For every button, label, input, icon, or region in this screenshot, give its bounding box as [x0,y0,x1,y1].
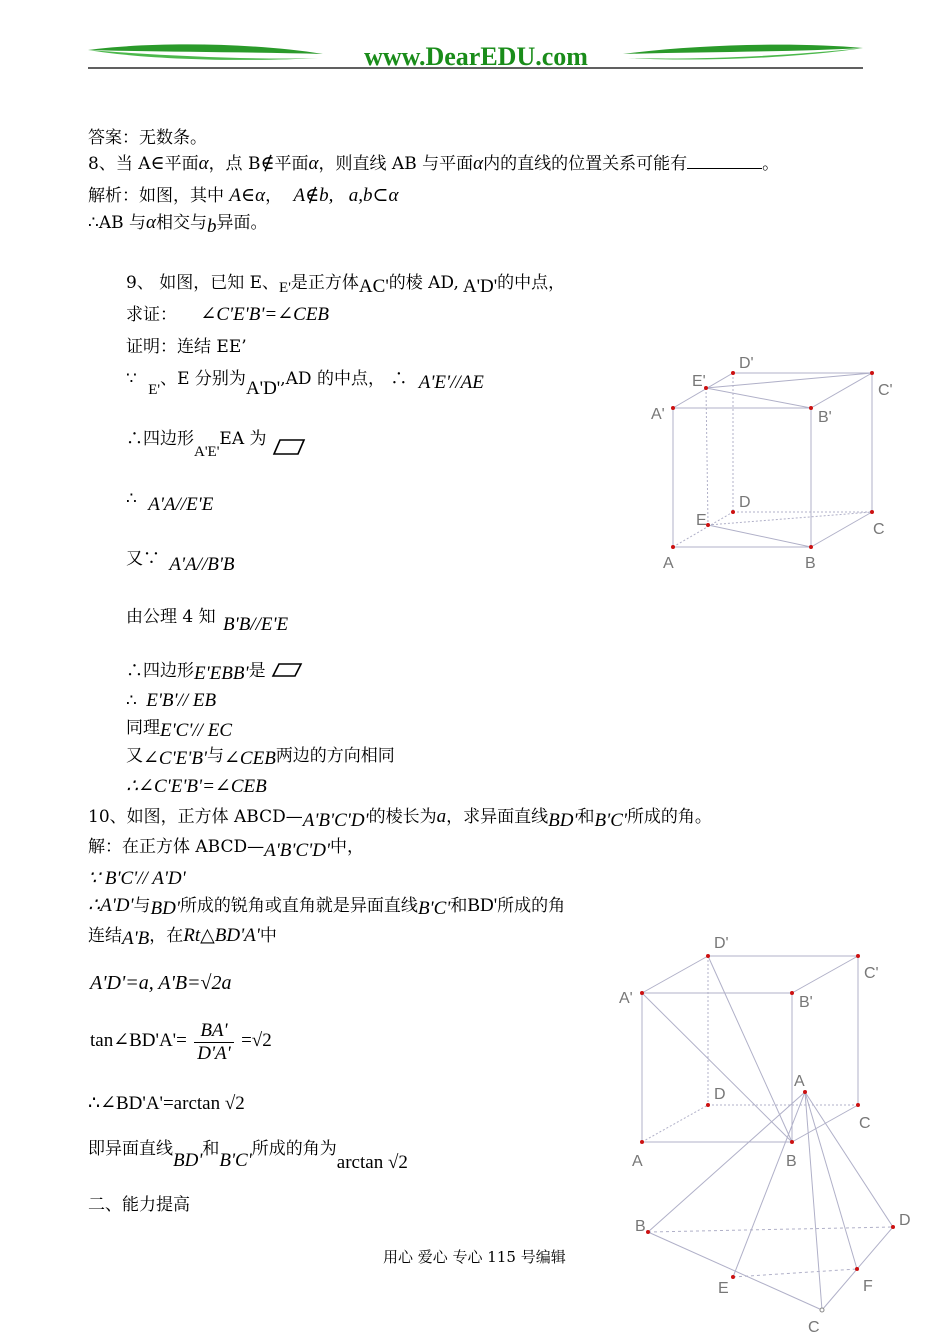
label-b: B [805,555,816,572]
conclusion-math: ∴∠C'E'B'=∠CEB [126,776,267,797]
pyramid-figure [625,1070,925,1342]
parallelogram-icon [272,438,306,456]
fraction-numerator: BA' [194,1020,233,1043]
solution-cube: A'B'C'D' [264,840,331,861]
a-d-prime: A'D' [245,378,281,399]
rt-triangle: Rt△BD'A' [183,925,260,946]
label-b: B [635,1218,646,1235]
similarly-text: 同理 [126,718,160,738]
conclusion-text-3: 异面。 [216,213,268,233]
cube-figure-1 [640,350,910,580]
conclusion-text-2: 相交与 [155,213,207,233]
in-symbol: ∈ [150,153,165,174]
q10-text-3: ，求异面直线 [446,807,549,827]
proof-1-text: 、E 分别为 [160,369,246,389]
solution-line-7 [88,1093,245,1115]
and-text: 与 [207,746,224,766]
solution-text-4: 所成的锐角或直角就是异面直线 [179,896,418,916]
label-b-prime: B' [818,409,832,426]
e-prime: E' [148,382,161,398]
q10-bc: B'C' [594,810,627,831]
q9-text-4: 的中点， [497,273,566,293]
label-c-prime: C' [878,382,893,399]
analysis-line [88,185,398,207]
label-c: C [873,521,885,538]
length-equations: A'D'=a, A'B=√2a [90,972,232,994]
label-b-prime: B' [799,994,813,1011]
q8-text-3: ，点 B [208,154,261,174]
bb-parallel-ee: B'B//E'E [223,614,289,635]
label-a: A [794,1073,805,1090]
solution-text-5: 和 [450,896,468,916]
q10-text-4: 和 [577,807,595,827]
proof-step-1 [126,368,484,399]
also-text: 又 [126,746,143,766]
site-name: www.DearEDU.com [364,42,588,71]
conclusion-line [88,212,268,237]
alpha-symbol: α [308,153,319,174]
label-d: D [739,494,751,511]
alpha-symbol: α [198,153,209,174]
math-ab-subset-alpha: a,b⊂α [348,185,399,206]
q8-text-1: 8、当 A [88,154,151,174]
label-a: A [632,1153,643,1170]
proof-step-3 [126,488,214,515]
fraction [194,1020,233,1065]
math-a-notin-b: A∉b, [293,185,334,206]
q8-text-5: ，则直线 AB 与平面 [318,154,474,174]
axiom-4-text: 由公理 4 知 [126,607,216,627]
angle-ceb-prime: ∠C'E'B' [143,748,207,769]
proof-conclusion [126,776,267,798]
proof-step-5 [126,606,289,635]
label-a: A [663,555,674,572]
solution-line-2 [88,868,186,890]
answer-blank [687,154,762,169]
q9-text-3: 的棱 AD, [388,273,459,293]
page-footer: 用心 爱心 专心 115 号编辑 [383,1248,566,1266]
prove-label: 求证： [126,305,177,325]
q10-a: a [436,806,447,827]
aa-parallel-ee: A'A//E'E [148,494,214,515]
q10-cube: A'B'C'D' [302,810,369,831]
analysis-text-1: 解析：如图，其中 [88,186,224,206]
solution-ad: ∴A'D' [88,895,134,916]
label-a-prime: A' [651,406,665,423]
question-10 [88,806,712,831]
aa-parallel-bb: A'A//B'B [169,554,235,575]
sqrt-two: =√2 [241,1030,272,1051]
label-c: C [808,1319,820,1336]
q10-text-1: 10、如图，正方体 ABCD— [88,807,303,827]
label-a-prime: A' [619,990,633,1007]
therefore-symbol: ∴ [390,369,408,389]
proof-1-text-2: ,AD 的中点， [280,369,385,389]
final-bd: BD' [173,1150,203,1171]
label-b: B [786,1153,797,1170]
fraction-denominator: D'A' [197,1043,231,1064]
solution-text-1: 解：在正方体 ABCD— [88,837,265,857]
parallelogram-icon [271,662,303,678]
therefore-symbol: ∴ [126,489,137,509]
proof-2-text: ∴四边形 [126,429,194,449]
q8-text-6: 内的直线的位置关系可能有 [483,154,688,174]
solution-text-3: 与 [133,896,151,916]
solution-line-3 [88,895,565,917]
q9-math-ac: AC' [358,276,389,297]
angle-ceb: ∠CEB [224,748,276,769]
solution-bd-2: BD' [467,895,498,916]
proof-6-text: ∴四边形 [126,661,194,681]
label-e-prime: E' [692,373,706,390]
connect-text: 连结 [88,926,122,946]
q8-text-7: 。 [762,154,780,174]
connect-ab: A'B [122,928,150,949]
solution-bd: BD' [150,898,180,919]
comma: ， [265,186,283,206]
middle-text: 中 [259,926,277,946]
solution-line-6 [90,1020,272,1070]
solution-parallel: ∵ B'C'// A'D' [88,868,186,889]
label-f: F [863,1278,873,1295]
proof-step-9 [126,745,395,767]
a-e-prime: A'E' [194,444,220,460]
ec-parallel: E'C'// EC [160,720,232,741]
prove-statement: ∠C'E'B'=∠CEB [200,304,330,325]
e-ebb: E'EBB' [194,663,249,684]
question-9 [126,272,565,295]
q10-text-2: 的棱长为 [368,807,437,827]
question-8 [88,153,779,175]
page-header [88,38,863,74]
proof-step-8 [126,717,232,739]
final-text-1: 即异面直线 [88,1139,173,1159]
b-symbol: b [206,216,217,237]
proof-2-text-2: EA 为 [219,429,267,449]
solution-line-1 [88,836,365,861]
proof-step-4 [126,548,235,575]
final-text-3: 所成的角为 [251,1139,337,1159]
conclusion-text-1: ∴AB 与 [88,213,146,233]
therefore-symbol: ∴ [126,691,137,711]
proof-6-text-2: 是 [248,661,266,681]
final-text-2: 和 [202,1139,220,1159]
q9-math-ad: A'D' [462,276,498,297]
because-symbol: ∵ [126,369,137,389]
label-d: D [714,1086,726,1103]
alpha-symbol: α [473,153,484,174]
q10-text-5: 所成的角。 [626,807,712,827]
label-d: D [899,1212,911,1229]
q8-text-2: 平面 [164,154,199,174]
solution-text-6: 所成的角 [497,896,566,916]
label-e: E [718,1280,729,1297]
label-d-prime: D' [739,355,754,372]
proof-step-6 [126,660,303,682]
solution-line-4 [88,925,277,947]
final-bc: B'C' [219,1150,252,1171]
solution-text-2: 中， [330,837,365,857]
q9-math-e-prime: E' [279,280,291,296]
proof-start: 证明：连结 EE’ [126,337,247,357]
math-a-in-alpha: A∈α [229,185,266,206]
label-c: C [859,1115,871,1132]
q9-text-2: 是正方体 [290,273,359,293]
ae-parallel: A'E'//AE [418,372,484,393]
cube-diagram [640,350,910,580]
solution-line-5 [90,972,232,995]
also-because: 又∵ [126,549,160,569]
answer-line: 答案：无数条。 [88,128,207,148]
tan-text: tan∠BD'A'= [90,1030,187,1051]
alpha-symbol: α [146,212,156,233]
prove-line [126,304,329,326]
in-text: ，在 [149,926,184,946]
label-e: E [696,512,707,529]
label-c-prime: C' [864,965,879,982]
arctan-result: ∴∠BD'A'=arctan √2 [88,1093,245,1114]
notin-symbol: ∉ [260,153,275,174]
proof-step-2 [126,426,306,460]
final-angle: arctan √2 [336,1152,408,1173]
q9-text-1: 9、 如图，已知 E、 [126,273,280,293]
label-d-prime: D' [714,935,729,952]
q8-text-4: 平面 [274,154,309,174]
same-direction-text: 两边的方向相同 [275,746,395,766]
solution-bc: B'C' [417,898,451,919]
solution-line-8 [88,1138,408,1173]
pyramid-diagram [625,1070,925,1342]
header-logo [88,38,863,74]
proof-step-7 [126,690,216,712]
q10-bd: BD' [548,810,578,831]
section-2-heading: 二、能力提高 [88,1195,190,1215]
eb-parallel: E'B'// EB [146,690,217,711]
